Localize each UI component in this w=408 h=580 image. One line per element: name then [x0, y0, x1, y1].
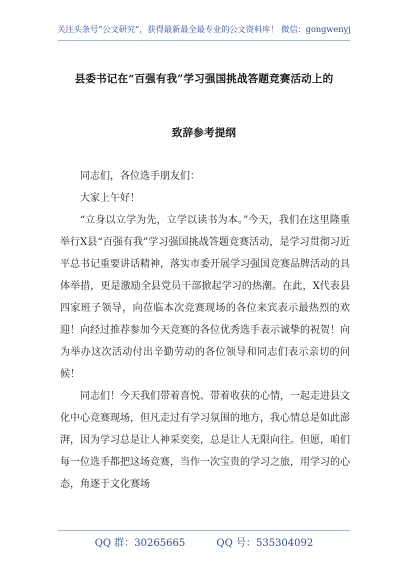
document-title-line1: 县委书记在“百强有我”学习强国挑战答题竞赛活动上的: [74, 73, 334, 85]
greeting: 大家上午好！: [80, 193, 140, 204]
footer: [0, 534, 408, 549]
body-paragraph-2: 同志们！今天我们带着喜悦、带着收获的心情，一起走进县文化中心竞赛现场，但凡走过有学习氛围的地方，我心情总是如此澎湃，因为学习总是让人神采奕奕，总是让人无限向往。但愿，咱们每一位选手都把这场竞赛，当作一次宝贵的学习之旅，用学习的心态，角逐于文化赛场: [60, 391, 350, 490]
footer-divider: [58, 530, 350, 531]
header-divider: [58, 40, 350, 41]
header-note: 关注头条号“公文研究”，获得最新最全最专业的公文资料库！ 微信：gongwenyj: [57, 24, 351, 34]
document-body: [60, 166, 350, 496]
footer-qq-group: QQ 群：30265665: [94, 538, 186, 549]
salutation: 同志们，各位选手朋友们：: [80, 171, 200, 182]
body-paragraph-1: “立身以立学为先，立学以读书为本。”今天，我们在这里隆重举行X县“百强有我”学习强国挑战答题竞赛活动，是学习贯彻习近平总书记重要讲话精神，落实市委开展学习强国竞赛品牌活动的具体举措，更是激励全县党员干部掀起学习的热潮。在此，X代表县四家班子领导，向莅临本次竞赛现场的各位来宾表示最热烈的欢迎！向经过推荐参加今天竞赛的各位优秀选手表示诚挚的祝贺！向为举办这次活动付出辛勤劳动的各位领导和同志们表示亲切的问候！: [60, 215, 350, 380]
document-title-line2: 致辞参考提纲: [171, 127, 237, 139]
footer-qq-number: QQ 号：535304092: [216, 538, 314, 549]
